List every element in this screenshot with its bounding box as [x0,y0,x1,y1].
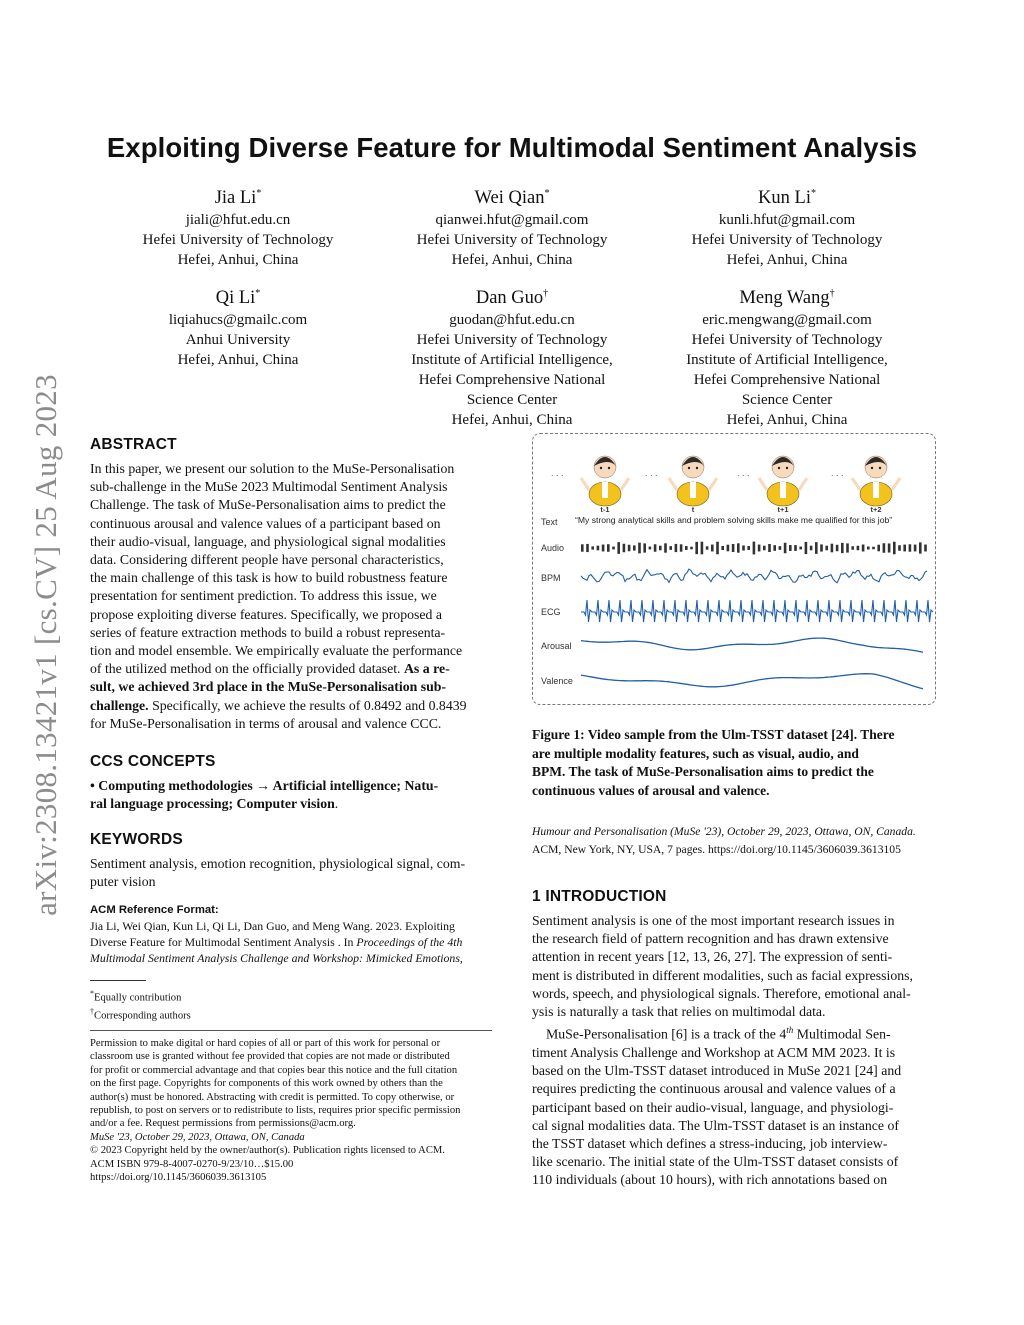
ellipsis-dots: . . . [737,468,750,478]
person-figure [852,456,900,506]
audio-bar [877,545,880,552]
audio-bar [737,543,740,552]
audio-bar [763,546,766,551]
audio-bar [581,544,584,551]
audio-bar [706,546,709,549]
author-block [362,182,662,270]
venue-info: Humour and Personalisation (MuSe '23), October 29, 2023, Ottawa, ON, Canada. ACM, New York, NY, USA, 7 pages. https://doi.org/10.1145/3606039.3613105 [532,825,916,856]
valence-curve [581,674,923,689]
audio-bar [680,544,683,551]
audio-bar [669,546,672,550]
author-block [88,182,388,270]
audio-bar [664,543,667,552]
author-affiliation: Hefei University of Technology [416,332,608,349]
audio-bar [831,544,834,553]
author-email: eric.mengwang@gmail.com [702,312,872,329]
keywords-heading: KEYWORDS [90,831,183,848]
audio-bar [747,546,750,550]
ccs-body: • Computing methodologies → Artificial intelligence; Natu- ral language processing; Computer vision. [90,778,439,812]
author-affiliation: Hefei University of Technology [691,232,883,249]
author-affiliation: Hefei Comprehensive National [693,372,881,389]
audio-bar [685,546,688,550]
author-affiliation: Science Center [741,392,833,409]
audio-bar [862,545,865,552]
audio-bar [768,544,771,552]
author-email: kunli.hfut@gmail.com [718,212,856,229]
acm-reference: ACM Reference Format: Jia Li, Wei Qian, Kun Li, Qi Li, Dan Guo, and Meng Wang. 2023. Exploiting Diverse Feature for Multimodal Sentiment Analysis . In Proceedings of the 4th Multimodal Sentiment Analysis Challenge and Workshop: Mimicked Emotions, [90,904,463,965]
audio-bar [779,546,782,550]
author-name: Kun Li* [758,188,816,209]
audio-bar [903,545,906,552]
audio-bar [591,546,594,549]
audio-bar [701,542,704,555]
bpm-signal [581,569,927,583]
author-location: Hefei, Anhui, China [177,252,299,269]
audio-bar [675,544,678,552]
author-email: liqiahucs@gmailc.com [168,312,308,329]
audio-bar [742,545,745,550]
author-email: jiali@hfut.edu.cn [185,212,291,229]
audio-bar [799,547,802,550]
author-location: Hefei, Anhui, China [451,252,573,269]
audio-bar [846,543,849,552]
audio-bar [586,544,589,552]
audio-bar [623,544,626,552]
author-block [637,182,937,270]
time-label: t [691,505,695,514]
figure-illustration [533,434,935,704]
author-location: Hefei, Anhui, China [726,412,848,429]
audio-bar [633,545,636,550]
audio-bar [919,542,922,553]
arousal-curve [581,638,923,652]
ellipsis-dots: . . . [831,468,844,478]
ellipsis-dots: . . . [645,468,658,478]
author-name: Meng Wang† [739,288,835,309]
author-affiliation: Institute of Artificial Intelligence, [411,352,613,369]
author-block [88,282,388,370]
audio-bar [617,542,620,554]
audio-bar [638,543,641,554]
ccs-heading: CCS CONCEPTS [90,753,216,770]
audio-bar [758,545,761,552]
audio-bar [872,547,875,550]
permission-notice: Permission to make digital or hard copies of all or part of this work for personal or classroom use is granted without fee provided that copies are not made or distributed for profit or commercial advantage and that copies bear this notice and the full citation on the first page. Copyrights for components of this work owned by others than the author(s) must be honored. Abstracting with credit is permitted. To copy otherwise, or republish, to post on servers or to redistribute to lists, requires prior specific permission and/or a fee. Request permissions from permissions@acm.org. MuSe '23, October 29, 2023, Ottawa, ON, Canada © 2023 Copyright held by the owner/author(s). Publication rights licensed to ACM. ACM ISBN 979-8-4007-0270-9/23/10…$15.00 https://doi.org/10.1145/3606039.3613105 [90,1037,492,1184]
audio-bar [612,547,615,550]
audio-bar [773,545,776,551]
audio-bar [628,545,631,552]
author-block [362,282,662,430]
audio-bar [841,543,844,553]
time-label: t+1 [777,505,789,514]
audio-bar [784,543,787,554]
audio-bar [820,544,823,551]
introduction-body: Sentiment analysis is one of the most important research issues in the research field of pattern recognition and has drawn extensive attention in recent years [12, 13, 26, 27]. The expression of senti- ment is distributed in different modalities, such as facial expressions, words, speech, and physiological signals. Therefore, emotional anal- ysis is naturally a task that relies on multimodal data. MuSe-Personalisation [6] is a track of the 4th Multimodal Sen- timent Analysis Challenge and Workshop at ACM MM 2023. It is based on the Ulm-TSST dataset introduced in MuSe 2021 [24] and requires predicting the continuous arousal and valence values of a participant based on their audio-visual, language, and physiologi- cal signal modalities data. The Ulm-TSST dataset is an instance of the TSST dataset which defines a stress-inducing, job interview- like scenario. The initial state of the Ulm-TSST dataset consists of 110 individuals (about 10 hours), with rich annotations based on [532,913,913,1188]
author-email: qianwei.hfut@gmail.com [435,212,589,229]
audio-bar [924,545,927,552]
person-figure [759,456,807,506]
audio-bar [836,545,839,551]
abstract-heading: ABSTRACT [90,436,177,453]
permission-rule [90,1030,492,1031]
ellipsis-dots: . . . [551,468,564,478]
author-name: Dan Guo† [475,288,549,309]
audio-bar [711,545,714,552]
row-label: BPM [541,573,561,583]
audio-bar [789,545,792,551]
audio-bar [721,546,724,550]
footnotes: *Equally contribution †Corresponding authors [90,989,191,1022]
audio-bar [732,544,735,552]
abstract-body: In this paper, we present our solution to the MuSe-Personalisation sub-challenge in the MuSe 2023 Multimodal Sentiment Analysis Challenge. The task of MuSe-Personalisation aims to predict the continuous arousal and valence values of a participant based on their audio-visual, language, and physiological signal modalities data. Considering different people have personal characteristics, the main challenge of this task is how to build robustness feature presentation for sentiment prediction. To address this issue, we propose exploiting diverse features. Specifically, we proposed a series of feature extraction methods to build a robust representa- tion and model ensemble. We empirically evaluate the performance of the utilized method on the officially provided dataset. As a re- sult, we achieved 3rd place in the MuSe-Personalisation sub- challenge. Specifically, we achieve the results of 0.8492 and 0.8439 for MuSe-Personalisation in terms of arousal and valence CCC. [90,461,467,731]
audio-bar [695,542,698,554]
paper-title: Exploiting Diverse Feature for Multimodal Sentiment Analysis [106,132,918,163]
author-name: Wei Qian* [474,188,550,209]
author-name: Jia Li* [214,188,262,209]
audio-bar [659,546,662,551]
audio-bar [867,547,870,550]
audio-bar [654,544,657,551]
audio-bar [649,547,652,550]
author-affiliation: Institute of Artificial Intelligence, [686,352,888,369]
audio-bar [727,545,730,552]
time-label: t+2 [870,505,882,514]
audio-bar [914,545,917,552]
keywords-body: Sentiment analysis, emotion recognition, physiological signal, com- puter vision [90,856,466,890]
audio-bar [690,547,693,550]
audio-bar [716,542,719,555]
arxiv-id: arXiv:2308.13421v1 [cs.CV] 25 Aug 2023 [28,374,63,916]
row-label: Text [541,517,558,527]
audio-bar [805,542,808,554]
person-figure [669,456,717,506]
audio-bar [753,542,756,555]
audio-bar [643,543,646,552]
author-affiliation: Anhui University [185,332,291,349]
row-label: ECG [541,607,561,617]
audio-bar [893,542,896,555]
audio-bar [883,543,886,552]
audio-bar [857,546,860,550]
author-name: Qi Li* [215,288,261,309]
audio-bar [602,545,605,552]
arxiv-stamp [18,345,74,945]
author-location: Hefei, Anhui, China [451,412,573,429]
author-affiliation: Science Center [466,392,558,409]
audio-bar [825,546,828,551]
author-location: Hefei, Anhui, China [726,252,848,269]
person-figure [581,456,629,506]
author-affiliation: Hefei University of Technology [691,332,883,349]
audio-bar [898,545,901,551]
time-label: t-1 [600,505,610,514]
doi-link[interactable]: https://doi.org/10.1145/3606039.3613105 [90,1172,267,1184]
author-affiliation: Hefei University of Technology [416,232,608,249]
row-label: Arousal [541,641,572,651]
ecg-signal [581,600,933,622]
audio-bar [815,542,818,554]
audio-bar [851,546,854,549]
author-affiliation: Hefei Comprehensive National [418,372,606,389]
footnote-rule [90,980,146,981]
audio-bar [909,544,912,551]
figure-text-quote: “My strong analytical skills and problem solving skills make me qualified for this job” [575,515,893,525]
audio-bar [597,546,600,551]
introduction-heading: 1 INTRODUCTION [532,888,667,905]
row-label: Audio [541,543,565,553]
row-label: Valence [541,676,573,686]
author-affiliation: Hefei University of Technology [142,232,334,249]
author-location: Hefei, Anhui, China [177,352,299,369]
audio-bar [794,545,797,551]
figure-1 [532,433,936,705]
audio-bar [607,544,610,552]
audio-bar [888,543,891,552]
author-email: guodan@hfut.edu.cn [449,312,575,329]
figure-caption: Figure 1: Video sample from the Ulm-TSST dataset [24]. There are multiple modality features, such as visual, audio, and BPM. The task of MuSe-Personalisation aims to predict the continuous values of arousal and valence. [532,727,895,798]
author-block [637,282,937,430]
audio-bar [810,546,813,551]
